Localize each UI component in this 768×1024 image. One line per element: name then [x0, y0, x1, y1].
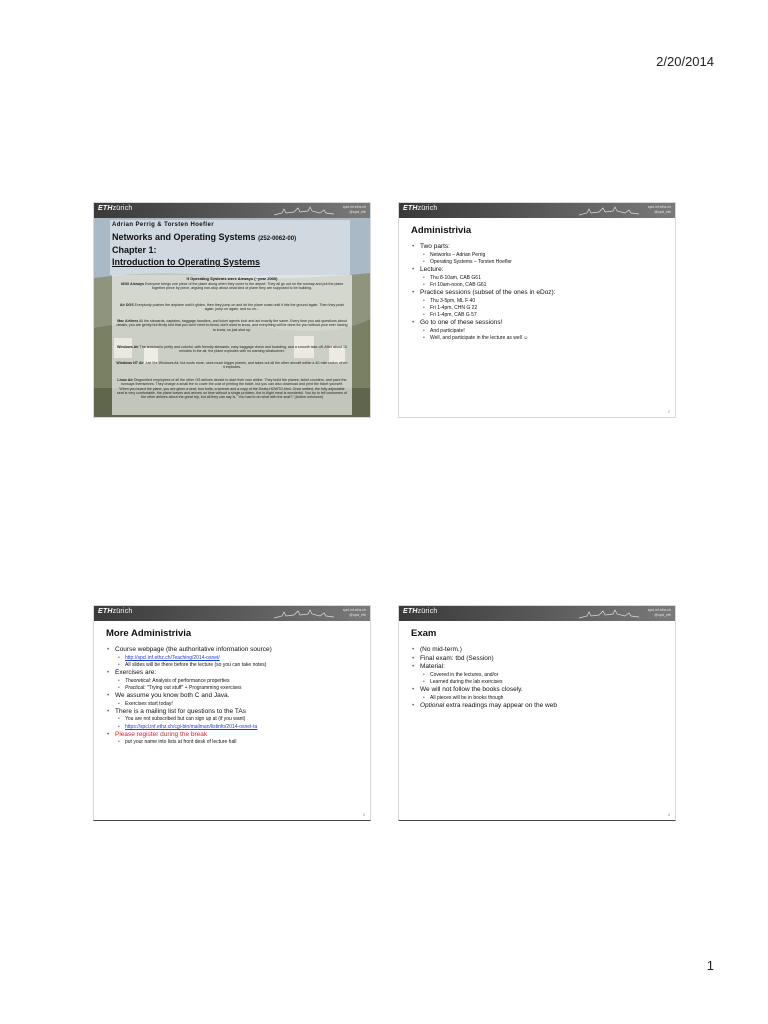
bullet-item: • We will not follow the books closely.	[411, 686, 671, 695]
joke-paragraph: Air DOS Everybody pushes the airplane until it glides, then they jump on and let the plane coast until it hits the ground again. Then they push again, jump on again, and so on…	[119, 303, 345, 312]
joke-paragraph: Windows Air The terminal is pretty and colorful, with friendly stewards, easy baggage check and boarding, and a smooth take-off. After about 10 minutes in the air, the plane explodes with no warning whatsoever.	[116, 345, 348, 354]
sub-bullet-item: • Exercises start today!	[106, 701, 366, 708]
sub-bullet-item: • All slides will be there before the lecture (so you can take notes)	[106, 662, 366, 669]
sub-bullet-item	[106, 655, 366, 662]
bullet-item: • Two parts:	[411, 243, 671, 252]
bullet-item: • Final exam: tbd (Session)	[411, 655, 671, 664]
sub-bullet-item: • Networks – Adrian Perrig	[411, 252, 671, 259]
bullet-list	[411, 646, 671, 711]
eth-logo: ETHzürich	[98, 608, 133, 615]
bullet-item: • (No mid-term.)	[411, 646, 671, 655]
course-webpage-link[interactable]: http://spcl.inf.ethz.ch/Teaching/2014-osnet/	[125, 654, 220, 661]
sub-bullet-item	[106, 724, 366, 731]
header-social: spcl.inf.ethz.ch @spcl_eth	[647, 205, 671, 214]
sub-bullet-item: • Fri 1-4pm, CHN G 22	[411, 305, 671, 312]
joke-paragraph: Linux Air Disgruntled employees of all the other OS airlines decide to start their own airline. They build the planes, ticket counters, and pave the runways themselves. They charge a small fee to cover the cost of printing the ticket, but you can also download and print the ticket yourself. When you board the plane, you are given a seat, four bolts, a wrench and a copy of the Seats-HOWTO.html. Once settled, the fully adjustable seat is very comfortable, the plane leaves and arrives on time without a single problem, the in-flight meal is wonderful. You try to tell customers of the other airlines about the great trip, but all they can say is, "You had to do what with the seat?" (Author unknown)	[116, 378, 348, 400]
sub-bullet-item: • Learned during the lab exercises	[411, 679, 671, 686]
slide-header	[94, 606, 370, 621]
page-date: 2/20/2014	[656, 54, 714, 69]
skyline-icon	[274, 205, 334, 217]
sub-bullet-item: • Thu 8-10am, CAB G61	[411, 275, 671, 282]
bullet-item: • Please register during the break	[106, 731, 366, 740]
joke-paragraph: Windows NT Air Just like Windows Air, but costs more, uses much bigger planes, and takes out all the other aircraft within a 40-mile radius when it explodes.	[116, 361, 348, 370]
slide-number: 2	[667, 409, 670, 414]
joke-paragraph: Mac Airlines All the stewards, captains, baggage handlers, and ticket agents look and act exactly the same. Every time you ask questions about details, you are gently but firmly told that you don't need to know, don't want to know, and everything will be done for you without your ever having to know, so just shut up.	[116, 319, 348, 332]
sub-bullet-item: • You are not subscribed but can sign up at (if you want)	[106, 716, 366, 723]
mailing-list-link[interactable]: https://spcl.inf.ethz.ch/cgi-bin/mailman/listinfo/2014-osnet-ta	[125, 723, 258, 730]
bullet-item: • Exercises are:	[106, 669, 366, 678]
cover-subtitle: Introduction to Operating Systems	[112, 257, 261, 267]
sub-bullet-item: • Practical: "Trying out stuff" + Programming exercises	[106, 685, 366, 692]
slide-title: Administrivia	[411, 225, 472, 236]
joke-title: If Operating Systems were Airways (~year 2000)	[186, 276, 278, 281]
sub-bullet-item: • Well, and participate in the lecture as well ☺	[411, 335, 671, 342]
bullet-item: • Material:	[411, 663, 671, 672]
slide-administrivia	[398, 202, 676, 418]
skyline-icon	[274, 608, 334, 620]
sub-bullet-item: • All pieces will be in books though	[411, 695, 671, 702]
sub-bullet-item: • put your name into lists at front desk of lecture hall	[106, 739, 366, 746]
slide-exam	[398, 605, 676, 821]
slide-more-administrivia	[93, 605, 371, 821]
header-social: spcl.inf.ethz.ch @spcl_eth	[647, 608, 671, 617]
header-social: spcl.inf.ethz.ch @spcl_eth	[342, 608, 366, 617]
cover-joke-box	[112, 275, 352, 415]
cover-course-title: Networks and Operating Systems (252-0062-00)	[112, 232, 297, 242]
bullet-item: • Lecture:	[411, 266, 671, 275]
bullet-item: • We assume you know both C and Java.	[106, 692, 366, 701]
bullet-item: • Course webpage (the authoritative information source)	[106, 646, 366, 655]
bullet-item: • There is a mailing list for questions to the TAs	[106, 708, 366, 717]
eth-logo: ETHzürich	[403, 205, 438, 212]
bullet-item: • Practice sessions (subset of the ones in eDoz):	[411, 289, 671, 298]
sub-bullet-item: • Thu 3-5pm, ML F 40	[411, 298, 671, 305]
slide-header	[399, 203, 675, 218]
eth-logo: ETHzürich	[403, 608, 438, 615]
cover-chapter: Chapter 1:	[112, 245, 157, 255]
bullet-list	[411, 243, 671, 342]
sub-bullet-item: • Fri 10am-noon, CAB G61	[411, 282, 671, 289]
sub-bullet-item: • Theoretical: Analysis of performance properties	[106, 678, 366, 685]
slide-number: 4	[667, 812, 670, 817]
slide-header	[399, 606, 675, 621]
slide-title: More Administrivia	[106, 628, 192, 639]
skyline-icon	[579, 205, 639, 217]
sub-bullet-item: • Fri 1-4pm, CAB G 57	[411, 312, 671, 319]
cover-authors: Adrian Perrig & Torsten Hoefler	[112, 222, 214, 228]
eth-logo: ETHzürich	[98, 205, 133, 212]
slide-title: Exam	[411, 628, 437, 639]
bullet-item: • Go to one of these sessions!	[411, 319, 671, 328]
sub-bullet-item: • And participate!	[411, 328, 671, 335]
header-social: spcl.inf.ethz.ch @spcl_eth	[342, 205, 366, 214]
bullet-list	[106, 646, 366, 747]
joke-paragraph: UNIX Airways Everyone brings one piece of the plane along when they come to the airport. They all go out on the runway and put the plane together piece by piece, arguing non-stop about what kind of plane they are supposed to be building.	[120, 282, 344, 291]
sub-bullet-item: • Covered in the lectures, and/or	[411, 672, 671, 679]
sub-bullet-item: • Operating Systems – Torsten Hoefler	[411, 259, 671, 266]
slide-number: 3	[362, 812, 365, 817]
slide-title-cover	[93, 202, 371, 418]
bullet-item: • Optional extra readings may appear on the web	[411, 702, 671, 711]
page-number: 1	[706, 958, 714, 973]
slide-header	[94, 203, 370, 218]
skyline-icon	[579, 608, 639, 620]
